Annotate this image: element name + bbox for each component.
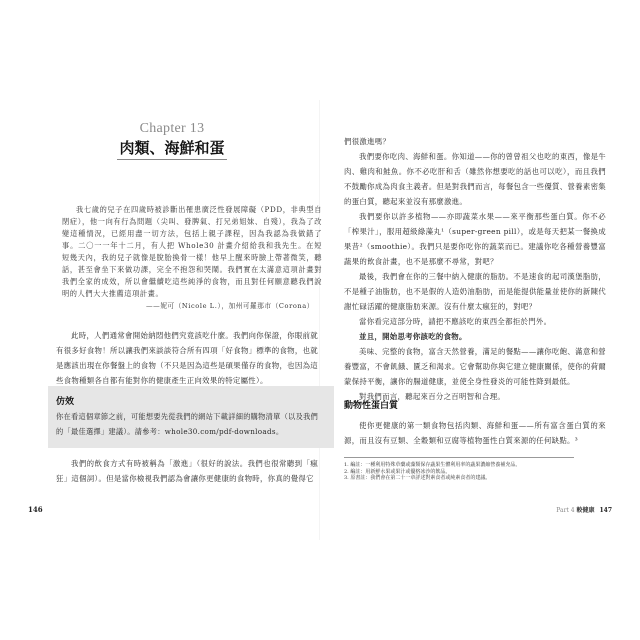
sidebar-title: 仿效 [56,397,75,407]
chapter-label: Chapter 13 [139,121,205,136]
paragraph-bold: 並且，開始思考你該吃的食物。 [359,332,467,341]
body-paragraph [56,456,318,486]
footer-title: 較健康 [576,507,595,514]
paragraph: 我們要你吃肉、海鮮和蛋。你知道——你的曾曾祖父也吃的東西，像是牛肉、雞肉和鮭魚。你不必吃肝和舌（雖然你想要吃的話也可以吃），而且我們不鼓勵你成為肉食主義者。但是對我們而言，每餐包含一些優質、營養素密集的蛋白質，聽起來並沒有那麼激進。 [344,152,606,206]
footnote: 2. 編註：用新鮮水果或果汁或優格冰沙的飲品。 [344,468,451,475]
section-heading: 動物性蛋白質 [344,401,399,411]
footer-part: Part 4 [556,507,575,514]
footnote: 1. 編註：一種利用特殊草藥或藻類保存蔬果生體利用率的蔬果濃縮營養補充品。 [344,462,521,468]
right-page [320,100,620,540]
epigraph-text: 我七歲的兒子在四歲時被診斷出罹患廣泛性發展障礙（PDD，非典型自閉症），他一向有行為問題（尖叫、發脾氣、打兄弟姐妹、自殘），我為了改變這種情況，已經用盡一切方法，包括上親子課程，因為我認為我做錯了事。二〇一一年十二月，有人把 Whole30 計畫介紹給我和我先生。在短短幾天內，我的兒子就像是脫胎換骨一樣！他早上醒來時臉上帶著微笑，聽話，甚至會坐下來做功課，完全不抱怨和哭鬧。我們實在太滿意這項計畫對我們全家的成效，所以會繼續吃這些純淨的食物，而且對任何願意聽我們說明的人們大大推薦這項計畫。 [62,205,322,298]
right-body-text [344,134,606,404]
paragraph-text: 使你更健康的第一類食物包括肉類、海鮮和蛋——所有富含蛋白質的來源，而且沒有豆類、全穀類和豆腐等植物蛋性白質來源的任何缺點。³ [344,421,606,445]
footnote-divider [344,457,574,458]
footnotes [344,462,606,482]
section-body [344,418,606,448]
body-paragraph [56,328,318,388]
paragraph: 們很激進嗎？ [344,137,391,146]
paragraph: 對我們而言，聽起來百分之百明智和合理。 [359,392,506,401]
paragraph: 我們要你以許多植物——亦即蔬菜水果——來平衡那些蛋白質。你不必「榨果汁」，服用超級綠藻丸¹（super-green pill），或是每天把某一餐換成果昔²（smoothie）。我們只是要你吃你的蔬菜而已。建議你吃各種營養豐富蔬果的飲食計畫，也不是那麼不尋常，對吧？ [344,212,606,266]
chapter-title: 肉類、海鮮和蛋 [117,138,226,160]
paragraph: 美味、完整的食物，富含天然營養，滿足的餐點——讓你吃飽、滿意和營養豐富，不會飢餓、匱乏和渴求。它會幫助你與它建立健康關係，使你的荷爾蒙保持平衡，讓你的腸道健康，並使全身性發炎的可能性降到最低。 [344,347,606,386]
sidebar-callout [48,386,334,448]
epigraph-attribution: ——妮可（Nicole L.），加州可羅那市（Corona） [145,302,314,310]
paragraph: 最後，我們會在你的三餐中納入健康的脂肪。不是速食的起司漢堡脂肪，不是種子油脂肪，也不是假的人造奶油脂肪，而是能提供能量並使你的新陳代謝忙碌活躍的健康脂肪來源。沒有什麼太瘋狂的，對吧？ [344,272,606,311]
footnote: 3. 原書註：我們會在第二十一章詳述對素食者或純素食者的建議。 [344,475,491,482]
left-page [22,100,320,540]
paragraph-text: 我們的飲食方式有時被稱為「激進」（很好的說法。我們也很常聽到「瘋狂」這個詞）。但是當你檢視我們認為會讓你更健康的食物時，你真的覺得它 [56,459,318,483]
paragraph: 當你看完這部分時，請把不應該吃的東西全都拒於門外。 [359,317,552,326]
paragraph-text: 此時，人們通常會開始納悶他們究竟該吃什麼。我們向你保證，你眼前就有很多好食物！所以讓我們來談談符合所有四項「好食物」標準的食物，也就是應該出現在你餐盤上的食物（不只是因為這些是碩果僅存的食物，也因為這些食物種類各自都有能對你的健康產生正向效果的特定屬性）。 [56,331,318,385]
page-number-right: 147 [599,507,612,514]
sidebar-text: 你在看這個章節之前，可能想要先從我們的網站下載詳細的購物清單（以及我們的「最佳選擇」建議）。請參考：whole30.com/pdf-downloads。 [56,412,319,436]
chapter-heading [92,120,252,160]
epigraph [62,204,322,312]
page-number-left: 146 [28,505,43,514]
running-footer [556,505,612,514]
